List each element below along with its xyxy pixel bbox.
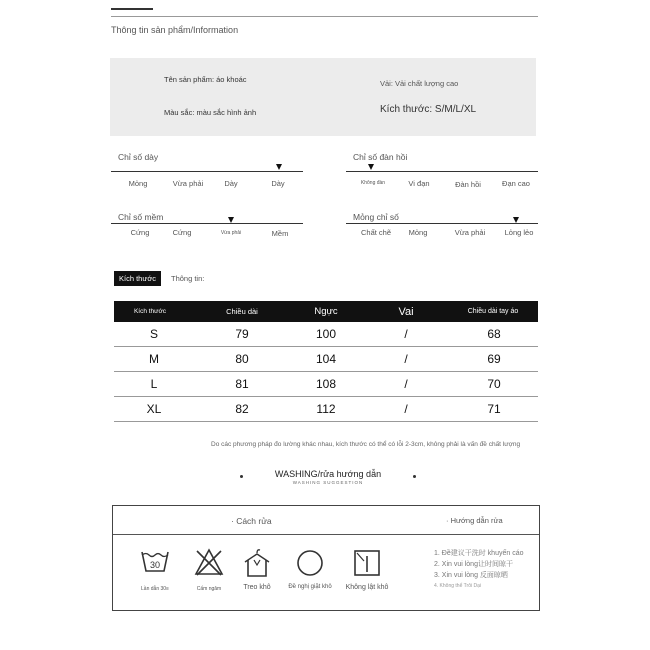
wash-instruction: 3. Xin vui lòng 反面晾晒 <box>434 572 508 579</box>
elasticity-scale <box>346 152 538 192</box>
right-dot <box>413 475 416 478</box>
elasticity-label: Không đàn <box>360 180 386 186</box>
dry-clean-icon <box>288 548 332 590</box>
wash-30-label: Lần dẫn 30≡ <box>141 586 169 592</box>
size-section-subtitle: Thông tin: <box>171 274 205 283</box>
header-shoulder: Vai <box>398 305 414 318</box>
softness-label: Vừa phải <box>220 230 242 236</box>
wash-temperature: 30 <box>149 560 161 570</box>
size-section-tag: Kích thước <box>114 271 161 286</box>
softness-label: Mềm <box>271 229 289 238</box>
section-title: Thông tin sản phẩm/Information <box>111 25 239 35</box>
header-length: Chiều dài <box>226 306 258 316</box>
table-cell: 82 <box>235 402 249 416</box>
elasticity-marker-icon <box>368 164 374 170</box>
table-cell: 81 <box>235 377 249 391</box>
thinness-label: Chất chẽ <box>360 228 392 237</box>
hang-dry-icon <box>237 548 277 591</box>
wash-30-icon <box>135 548 175 592</box>
product-fabric: Vải: Vải chất lượng cao <box>380 79 459 88</box>
size-table <box>114 301 538 422</box>
table-cell: 79 <box>235 327 249 341</box>
thinness-label: Vừa phải <box>454 228 486 237</box>
table-cell: L <box>150 377 158 391</box>
no-bleach-icon <box>189 548 229 592</box>
wash-instructions <box>434 548 523 592</box>
softness-scale-title: Chỉ số mềm <box>118 212 164 222</box>
elasticity-scale-title: Chỉ số đàn hồi <box>353 152 408 162</box>
header-chest: Ngực <box>314 305 338 317</box>
table-cell: / <box>404 402 408 416</box>
product-info-box <box>110 58 536 136</box>
table-cell: 70 <box>487 377 501 391</box>
dry-clean-label: Đề nghị giặt khô <box>288 584 332 590</box>
wash-guide-header: · Hướng dẫn rửa <box>446 516 503 525</box>
wash-instruction: 4. Không thể Trôi Dại <box>434 583 481 589</box>
thinness-scale-bar <box>346 223 538 224</box>
header-sleeve: Chiều dài tay áo <box>467 307 519 315</box>
top-divider <box>111 16 538 17</box>
thickness-scale <box>111 152 303 192</box>
elasticity-scale-bar <box>346 171 538 172</box>
table-cell: / <box>404 327 408 341</box>
header-size: Kích thước <box>133 307 167 315</box>
table-cell: 80 <box>235 352 249 366</box>
product-name: Tên sản phẩm: áo khoác <box>164 75 247 84</box>
thinness-scale <box>346 212 538 242</box>
thinness-scale-title: Mỏng chỉ số <box>353 212 399 222</box>
table-row <box>114 397 538 422</box>
thinness-label: Lỏng lẻo <box>504 228 534 237</box>
table-cell: 112 <box>316 402 336 416</box>
thickness-label: Dày <box>224 179 238 188</box>
washing-divider <box>113 534 539 535</box>
left-dot <box>240 475 243 478</box>
elasticity-label: Đạn cao <box>502 179 530 188</box>
flip-dry-icon <box>345 548 389 591</box>
table-cell: 108 <box>315 377 337 391</box>
hang-dry-label: Treo khô <box>243 584 271 591</box>
table-row <box>114 372 538 397</box>
thickness-label: Dày <box>271 179 285 188</box>
table-cell: S <box>149 327 158 341</box>
elasticity-label: Vi đạn <box>408 179 430 188</box>
size-table-header <box>114 301 538 322</box>
table-cell: 104 <box>315 352 337 366</box>
thickness-scale-bar <box>111 171 303 172</box>
table-cell: XL <box>146 402 162 416</box>
thickness-label: Mỏng <box>128 179 148 188</box>
thickness-label: Vừa phải <box>172 179 204 188</box>
product-size: Kích thước: S/M/L/XL <box>380 104 477 115</box>
wash-instruction: 1. Đề建议干洗时 khuyến cáo <box>434 550 524 557</box>
thickness-scale-title: Chỉ số dày <box>118 152 159 162</box>
washing-title: WASHING/rửa hướng dẫn <box>274 469 382 479</box>
softness-label: Cứng <box>130 228 150 237</box>
table-cell: / <box>404 352 408 366</box>
table-row <box>114 322 538 347</box>
table-cell: M <box>149 352 159 366</box>
washing-box <box>112 505 540 611</box>
wash-instruction: 2. Xin vui lòng让时间晾干 <box>434 561 513 568</box>
no-bleach-label: Cấm ngâm <box>196 586 222 592</box>
table-cell: 71 <box>487 402 501 416</box>
measurement-note: Do các phương pháp đo lường khác nhau, kích thước có thể có lỗi 2-3cm, không phải là vấn đề chất lượng <box>211 441 521 448</box>
table-row <box>114 347 538 372</box>
wash-method-header: · Cách rửa <box>231 516 272 526</box>
softness-label: Cứng <box>172 228 192 237</box>
washing-subtitle: WASHING SUGGESTION <box>292 480 364 485</box>
elasticity-label: Đàn hồi <box>455 180 481 189</box>
thinness-label: Mỏng <box>408 228 428 237</box>
table-cell: 69 <box>487 352 501 366</box>
washing-heading <box>240 469 416 485</box>
softness-scale-bar <box>111 223 303 224</box>
product-color: Màu sắc: màu sắc hình ảnh <box>164 108 257 117</box>
table-cell: / <box>404 377 408 391</box>
table-cell: 100 <box>315 327 337 341</box>
flip-dry-label: Không lật khô <box>345 584 389 591</box>
table-cell: 68 <box>487 327 501 341</box>
top-accent-rule <box>111 8 153 10</box>
thickness-marker-icon <box>276 164 282 170</box>
softness-scale <box>111 212 303 242</box>
